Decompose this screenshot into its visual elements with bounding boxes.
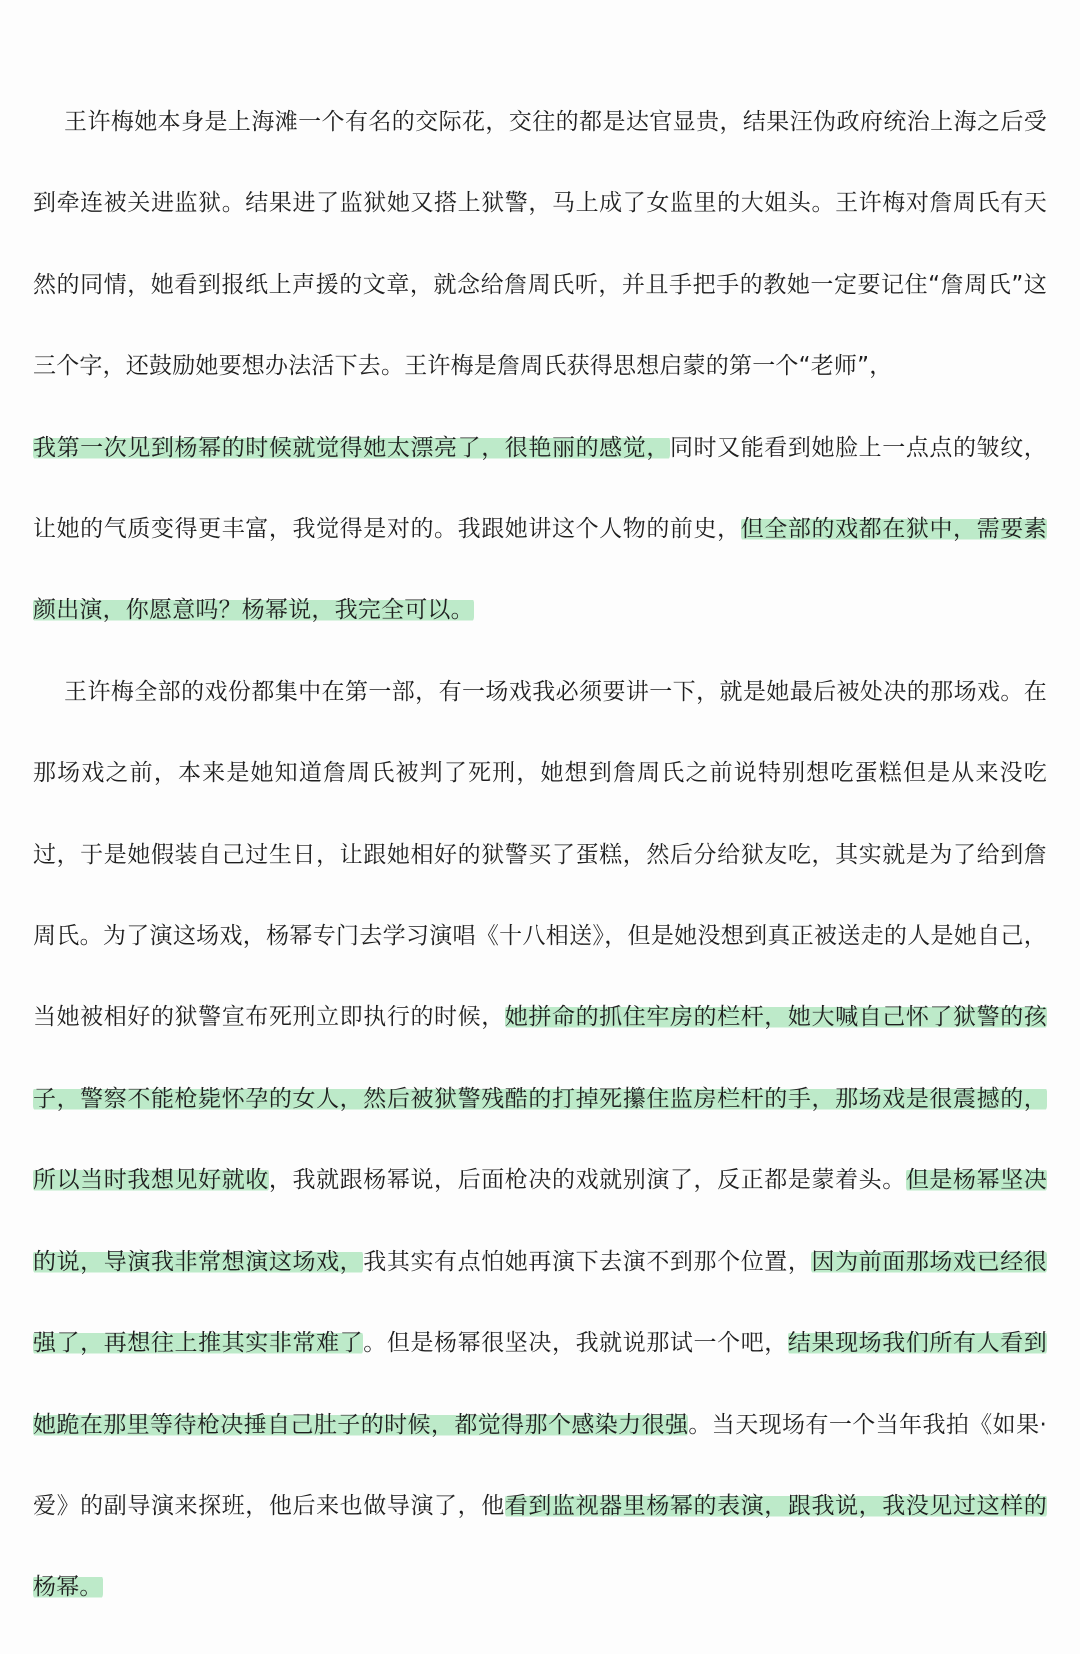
paragraph — [33, 652, 1047, 1629]
paragraph — [33, 82, 1047, 408]
article-body — [33, 82, 1047, 1629]
body-text: 。当天现场有一个当年我拍《如果·爱》的副导演来探班，他后来也做导演了，他 — [33, 1411, 1047, 1519]
body-text: ，我就跟杨幂说，后面枪决的戏就别演了，反正都是蒙着头。 — [268, 1167, 906, 1194]
highlighted-text: 结果现场我们所有人看到她跪在那里等待枪决捶自己肚子的时候，都觉得那个感染力很强 — [33, 1330, 1047, 1438]
highlighted-text: 但是杨幂坚决的说，导演我非常想演这场戏， — [33, 1167, 1047, 1275]
paragraph — [33, 408, 1047, 652]
highlighted-text: 但全部的戏都在狱中，需要素颜出演，你愿意吗？杨幂说，我完全可以。 — [33, 516, 1048, 624]
highlighted-text: 她拼命的抓住牢房的栏杆，她大喊自己怀了狱警的孩子，警察不能枪毙怀孕的女人，然后被狱警残酷的打掉死攥住监房栏杆的手，那场戏是很震撼的，所以当时我想见好就收 — [33, 1004, 1047, 1194]
body-text: 。但是杨幂很坚决，我就说那试一个吧， — [363, 1330, 788, 1357]
highlighted-text: 我第一次见到杨幂的时候就觉得她太漂亮了，很艳丽的感觉， — [33, 434, 670, 461]
body-text: 王许梅她本身是上海滩一个有名的交际花，交往的都是达官显贵，结果汪伪政府统治上海之后受到牵连被关进监狱。结果进了监狱她又搭上狱警，马上成了女监里的大姐头。王许梅对詹周氏有天然的同情，她看到报纸上声援的文章，就念给詹周氏听，并且手把手的教她一定要记住“詹周氏”这三个字，还鼓励她要想办法活下去。王许梅是詹周氏获得思想启蒙的第一个“老师”， — [33, 109, 1047, 380]
body-text: 我其实有点怕她再演下去演不到那个位置， — [363, 1248, 812, 1275]
highlighted-text: 因为前面那场戏已经很强了，再想往上推其实非常难了 — [33, 1248, 1047, 1357]
highlighted-text: 看到监视器里杨幂的表演，跟我说，我没见过这样的杨幂。 — [33, 1492, 1047, 1601]
body-text: 王许梅全部的戏份都集中在第一部，有一场戏我必须要讲一下，就是她最后被处决的那场戏。在那场戏之前，本来是她知道詹周氏被判了死刑，她想到詹周氏之前说特别想吃蛋糕但是从来没吃过，于是她假装自己过生日，让跟她相好的狱警买了蛋糕，然后分给狱友吃，其实就是为了给到詹周氏。为了演这场戏，杨幂专门去学习演唱《十八相送》，但是她没想到真正被送走的人是她自己，当她被相好的狱警宣布死刑立即执行的时候， — [33, 678, 1047, 1031]
body-text: 同时又能看到她脸上一点点的皱纹，让她的气质变得更丰富，我觉得是对的。我跟她讲这个人物的前史， — [33, 434, 1047, 543]
